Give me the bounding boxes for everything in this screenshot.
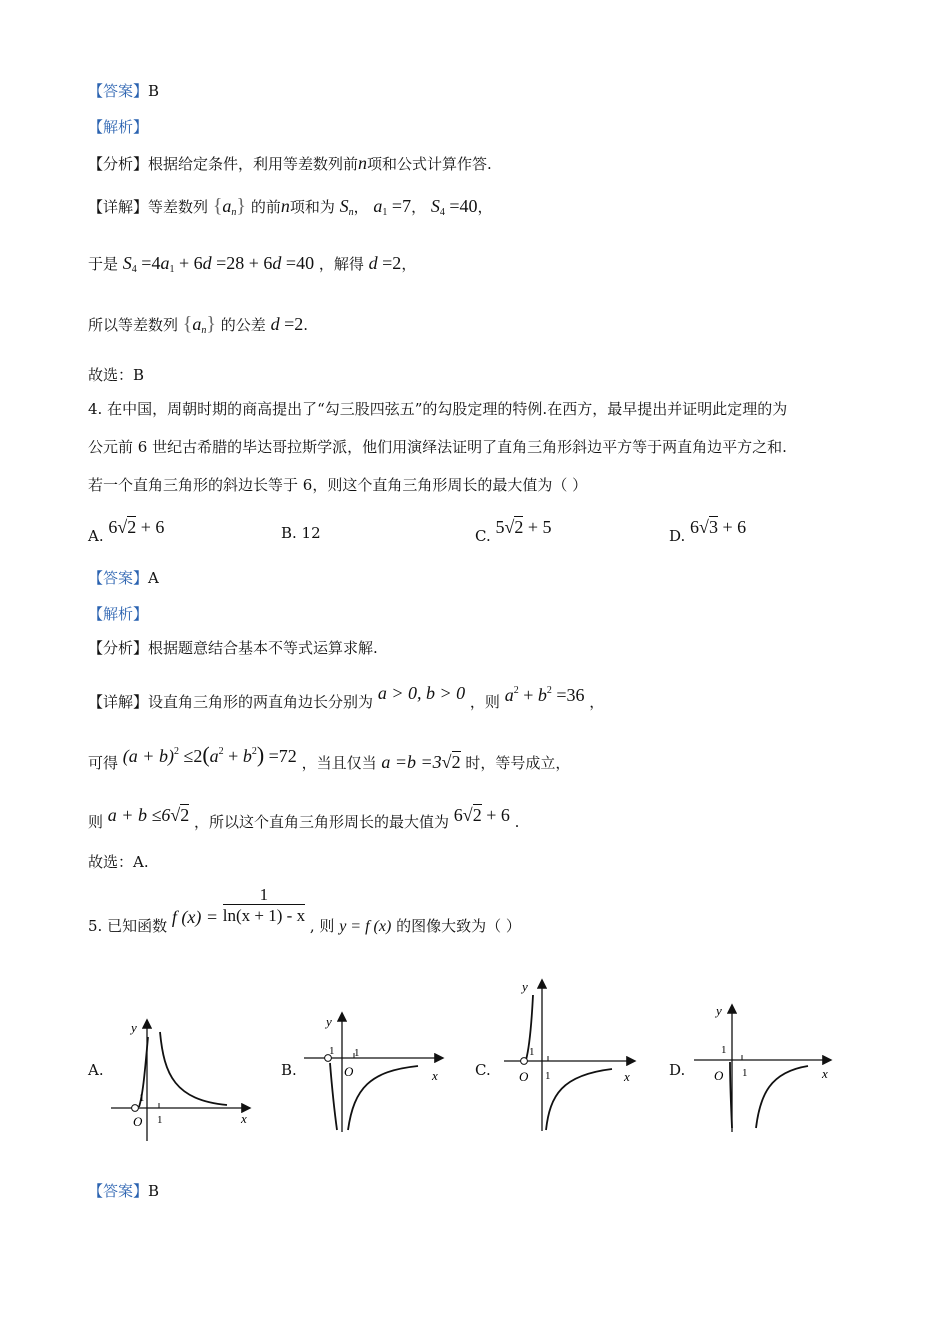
q4-fenxi-line <box>88 641 378 656</box>
q4-analysis-line <box>88 607 148 622</box>
answer-value: A <box>148 569 159 587</box>
curve-left <box>330 1063 337 1130</box>
q4-choice: 故选：A. <box>88 853 149 871</box>
sequence-a-n: $\{a_n\}$ <box>182 313 217 336</box>
origin-label: O <box>344 1064 354 1079</box>
q3-fenxi-line <box>88 154 492 172</box>
text: 则 <box>88 813 104 831</box>
analysis-tag: 【解析】 <box>88 118 149 136</box>
answer-tag: 【答案】 <box>88 1182 149 1200</box>
sum-Sn: $S_n$ <box>339 196 354 218</box>
q4-option-b: B. 12 <box>281 524 321 542</box>
q4-text-line3: 若一个直角三角形的斜边长等于 6，则这个直角三角形周长的最大值为（ ） <box>88 476 588 494</box>
text: 于是 <box>88 255 119 273</box>
curve-right <box>160 1032 227 1105</box>
fraction: $\frac{1}{\ln(x + 1) - x}$ <box>222 885 306 925</box>
y-label: y <box>716 1003 722 1018</box>
comma: ， <box>353 198 369 216</box>
q4-line3 <box>88 804 519 830</box>
answer-value: B <box>148 1182 160 1200</box>
y-label: y <box>522 979 528 994</box>
x-label: x <box>822 1066 828 1081</box>
max-value: 6√2 + 6 <box>453 805 510 825</box>
text: 的公差 <box>220 316 266 334</box>
tick-label-y: 1 <box>529 1046 535 1058</box>
detail-text: ， <box>589 693 605 711</box>
eq-pythag: $a^2 + b^2 =36$ <box>504 685 585 705</box>
text: 可得 <box>88 754 119 772</box>
q4-text-line1: 4. 在中国，周朝时期的商高提出了“勾三股四弦五”的勾股定理的特例.在西方，最早提出并证明此定理的为 <box>88 400 788 418</box>
text: . <box>303 316 309 334</box>
detail-text: 等差数列 <box>148 198 209 216</box>
answer-tag: 【答案】 <box>88 82 149 100</box>
detail-tag: 【详解】 <box>88 198 149 216</box>
q5-graph-a <box>105 1015 255 1145</box>
q4-line2 <box>88 744 570 771</box>
q4-option-c: C. 5√2 + 5 <box>475 517 552 545</box>
tick-label-x: 1 <box>742 1067 748 1079</box>
tick-label-y: 1 <box>139 1092 145 1104</box>
q5-stem <box>88 886 521 935</box>
var-n: n <box>280 196 290 216</box>
q5-graph-label-d: D. <box>669 1061 686 1079</box>
text: 所以等差数列 <box>88 316 179 334</box>
detail-text: 的前 <box>250 198 281 216</box>
text: . <box>514 813 520 831</box>
fenxi-tag: 【分析】 <box>88 639 149 657</box>
q4-answer-line <box>88 571 159 586</box>
x-label: x <box>624 1069 630 1084</box>
eq-d: d =2 <box>368 253 402 273</box>
text: ，当且仅当 <box>301 754 377 772</box>
fenxi-text: 根据题意结合基本不等式运算求解. <box>148 639 378 657</box>
q3-choice: 故选：B <box>88 366 145 384</box>
tick-label-y: 1 <box>721 1044 727 1056</box>
q5-graph-d <box>690 1000 835 1135</box>
q4-option-a: A. 6√2 + 6 <box>88 517 165 545</box>
analysis-tag: 【解析】 <box>88 605 149 623</box>
text: 5. 已知函数 <box>88 917 168 935</box>
fenxi-tag: 【分析】 <box>88 155 149 173</box>
q3-line3 <box>88 314 308 336</box>
origin-label: O <box>519 1069 529 1084</box>
q3-answer-line <box>88 84 159 99</box>
y-label: y <box>326 1014 332 1029</box>
q4-text-line2: 公元前 6 世纪古希腊的毕达哥拉斯学派，他们用演绎法证明了直角三角形斜边平方等于两直角边平方之和. <box>88 438 787 456</box>
text: 时，等号成立， <box>465 754 571 772</box>
comma: ， <box>477 198 493 216</box>
tick-label-y: 1 <box>329 1045 335 1057</box>
eq-a1: $a_1 =7$ <box>373 196 412 218</box>
q5-graph-label-b: B. <box>281 1061 297 1079</box>
x-label: x <box>432 1068 438 1083</box>
q4-option-d: D. 6√3 + 6 <box>669 517 747 545</box>
detail-text: 设直角三角形的两直角边长分别为 <box>148 693 374 711</box>
text: ， <box>401 255 417 273</box>
ineq-sum: a + b ≤6√2 <box>107 805 190 825</box>
answer-value: B <box>148 82 160 100</box>
detail-tag: 【详解】 <box>88 693 149 711</box>
q3-line2 <box>88 254 416 275</box>
origin-label: O <box>714 1068 724 1083</box>
y-label: y <box>131 1020 137 1035</box>
ineq: $(a + b)^2 \le 2(a^2 + b^2) =72$ <box>122 742 297 767</box>
detail-text: 项和为 <box>289 198 335 216</box>
tick-label-x: 1 <box>157 1114 163 1126</box>
x-label: x <box>241 1111 247 1126</box>
text: ，所以这个直角三角形周长的最大值为 <box>194 813 450 831</box>
sequence-a-n: $\{a_n\}$ <box>212 195 247 218</box>
q4-detail-line <box>88 684 604 710</box>
var-n: n <box>358 153 368 173</box>
q5-graph-label-c: C. <box>475 1061 491 1079</box>
tick-label-x: 1 <box>545 1070 551 1082</box>
hole <box>521 1058 528 1065</box>
text: ，解得 <box>318 255 364 273</box>
curve-right <box>756 1066 808 1128</box>
fenxi-text: 项和公式计算作答. <box>367 155 492 173</box>
origin-label: O <box>133 1114 143 1129</box>
comma: ， <box>411 198 427 216</box>
tick-label-x: 1 <box>354 1047 360 1059</box>
q5-graph-b <box>300 1008 450 1136</box>
q3-detail-line <box>88 196 493 218</box>
func-y: y = f (x) <box>339 918 392 935</box>
hole <box>132 1105 139 1112</box>
q3-analysis-line <box>88 120 148 135</box>
text: 的图像大致为（ ） <box>396 917 521 935</box>
q5-graph-label-a: A. <box>88 1061 104 1079</box>
eq-S4-expand: $S_4 =4a_1 + 6d =28 + 6d =40$ <box>122 253 315 275</box>
func-lhs: f (x) = <box>171 907 218 927</box>
fenxi-text: 根据给定条件，利用等差数列前 <box>148 155 359 173</box>
curve-right <box>546 1069 612 1130</box>
answer-tag: 【答案】 <box>88 569 149 587</box>
q5-answer-line <box>88 1184 159 1199</box>
q5-graph-c <box>500 975 640 1135</box>
eq-ab: a =b =3√2 <box>381 752 461 772</box>
curve-right <box>348 1066 418 1130</box>
eq-d: d =2 <box>270 314 304 334</box>
condition: a > 0, b > 0 <box>377 683 466 703</box>
detail-text: ，则 <box>469 693 500 711</box>
eq-S4: $S_4 =40$ <box>430 196 478 218</box>
text: , 则 <box>309 917 335 935</box>
